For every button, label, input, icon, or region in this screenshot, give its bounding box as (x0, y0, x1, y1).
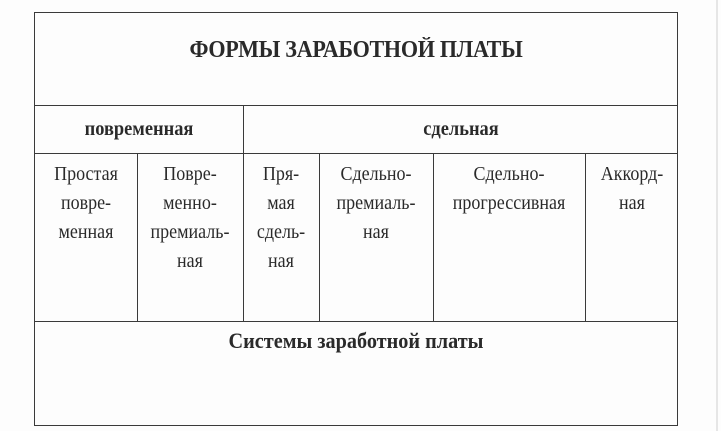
item-piece-bonus: Сдельно- премиаль- ная (336, 163, 416, 243)
column-separator-1 (137, 153, 138, 321)
item-simple-time-based: Простая повре- менная (54, 163, 118, 243)
column-separator-3 (319, 153, 320, 321)
item-piece-progressive: Сдельно- прогрессивная (452, 163, 566, 214)
group-divider (35, 153, 677, 154)
diagram-title: ФОРМЫ ЗАРАБОТНОЙ ПЛАТЫ (189, 37, 523, 63)
column-separator-5 (585, 153, 586, 321)
item-time-bonus: Повре- менно- премиаль- ная (150, 163, 230, 272)
scan-edge (716, 0, 718, 431)
title-divider (35, 105, 677, 106)
group-label-piece-rate: сдельная (423, 118, 499, 140)
group-label-time-based: повременная (84, 118, 194, 140)
item-lump-sum: Аккорд- ная (600, 163, 664, 214)
wage-forms-table (34, 12, 678, 426)
item-direct-piece-rate: Пря- мая сдель- ная (256, 163, 306, 272)
column-separator-4 (433, 153, 434, 321)
footer-divider (35, 321, 677, 322)
group-separator (243, 105, 244, 321)
systems-title: Системы заработной платы (228, 328, 484, 353)
